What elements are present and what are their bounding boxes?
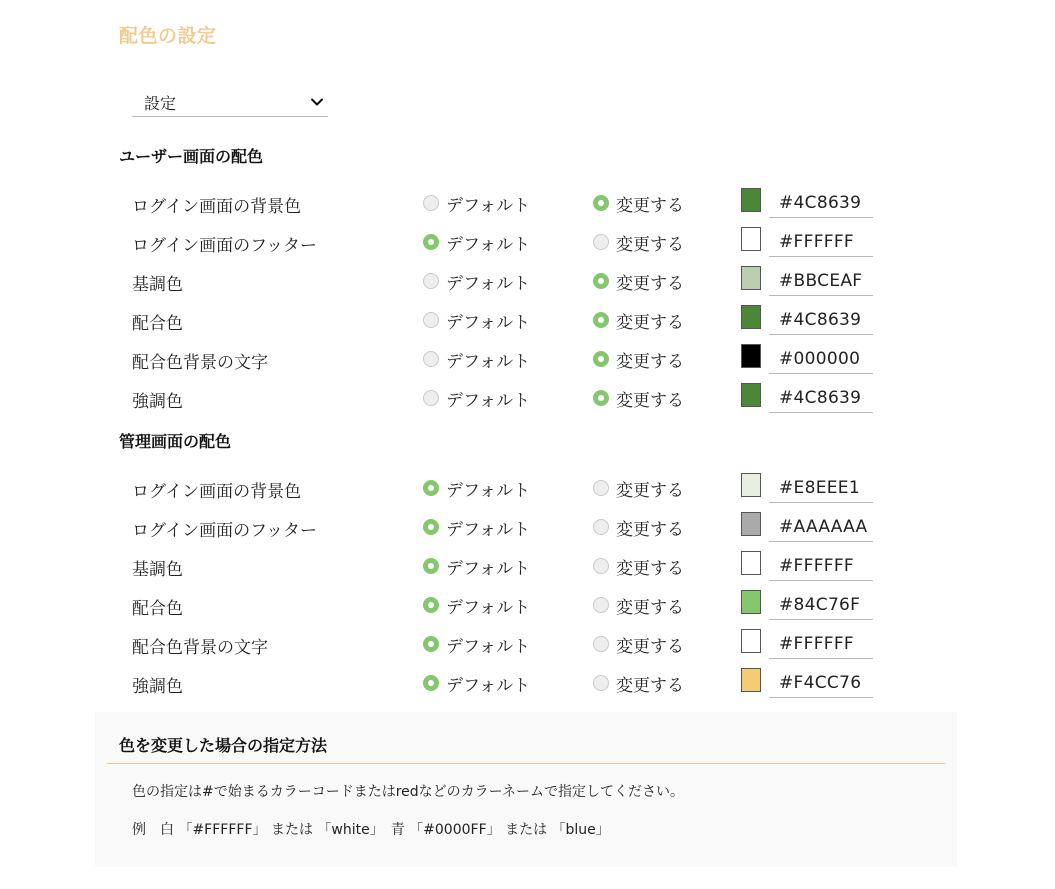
radio-default[interactable] (423, 190, 530, 216)
radio-change[interactable] (593, 553, 684, 579)
radio-circle (593, 195, 609, 211)
radio-default[interactable] (423, 385, 530, 411)
radio-default[interactable] (423, 229, 530, 255)
color-code-value: #4C8639 (779, 193, 862, 213)
color-code-value: #FFFFFF (779, 556, 855, 576)
radio-default-label: デフォルト (446, 273, 531, 294)
color-code-value: #F4CC76 (779, 673, 862, 693)
radio-change-label: 変更する (616, 312, 684, 333)
radio-change-label: 変更する (616, 480, 684, 501)
radio-default[interactable] (423, 475, 530, 501)
radio-circle (593, 519, 609, 535)
radio-change[interactable] (593, 631, 684, 657)
settings-select[interactable] (132, 87, 328, 117)
settings-select-value: 設定 (144, 94, 177, 113)
radio-circle (423, 312, 439, 328)
radio-change-label: 変更する (616, 351, 684, 372)
help-instruction: 色の指定は#で始まるカラーコードまたはredなどのカラーネームで指定してください。 (132, 784, 684, 800)
radio-default[interactable] (423, 307, 530, 333)
admin-section-heading: 管理画面の配色 (119, 432, 232, 451)
radio-change[interactable] (593, 385, 684, 411)
radio-change-label: 変更する (616, 597, 684, 618)
radio-circle (423, 675, 439, 691)
radio-default-label: デフォルト (446, 675, 531, 696)
radio-default-label: デフォルト (446, 234, 531, 255)
radio-default[interactable] (423, 514, 530, 540)
color-swatch[interactable] (741, 629, 761, 653)
radio-change-label: 変更する (616, 390, 684, 411)
radio-change-label: 変更する (616, 558, 684, 579)
color-swatch[interactable] (741, 473, 761, 497)
radio-circle (593, 390, 609, 406)
color-code-input[interactable] (769, 627, 873, 659)
help-box (95, 712, 957, 867)
color-setting-row (0, 547, 1055, 586)
color-code-value: #84C76F (779, 595, 861, 615)
radio-change[interactable] (593, 346, 684, 372)
color-code-input[interactable] (769, 186, 873, 218)
color-code-value: #FFFFFF (779, 232, 855, 252)
setting-label: 基調色 (132, 560, 183, 580)
color-swatch[interactable] (741, 551, 761, 575)
color-setting-row (0, 586, 1055, 625)
color-code-input[interactable] (769, 588, 873, 620)
radio-default[interactable] (423, 670, 530, 696)
radio-default[interactable] (423, 553, 530, 579)
color-code-input[interactable] (769, 303, 873, 335)
radio-change[interactable] (593, 307, 684, 333)
radio-circle (423, 351, 439, 367)
radio-change-label: 変更する (616, 195, 684, 216)
radio-default-label: デフォルト (446, 390, 531, 411)
radio-circle (593, 234, 609, 250)
color-code-input[interactable] (769, 549, 873, 581)
color-code-input[interactable] (769, 510, 873, 542)
radio-default[interactable] (423, 592, 530, 618)
color-setting-row (0, 223, 1055, 262)
color-setting-row (0, 508, 1055, 547)
user-section-heading: ユーザー画面の配色 (119, 147, 264, 166)
color-setting-row (0, 469, 1055, 508)
color-code-input[interactable] (769, 225, 873, 257)
radio-default-label: デフォルト (446, 480, 531, 501)
color-setting-row (0, 379, 1055, 418)
setting-label: ログイン画面の背景色 (132, 482, 302, 502)
radio-change-label: 変更する (616, 675, 684, 696)
radio-change-label: 変更する (616, 234, 684, 255)
color-code-value: #4C8639 (779, 388, 862, 408)
radio-default-label: デフォルト (446, 195, 531, 216)
color-code-value: #FFFFFF (779, 634, 855, 654)
page-title: 配色の設定 (119, 25, 217, 47)
radio-circle (593, 597, 609, 613)
color-code-value: #BBCEAF (779, 271, 863, 291)
color-code-input[interactable] (769, 381, 873, 413)
color-code-value: #E8EEE1 (779, 478, 860, 498)
radio-default-label: デフォルト (446, 597, 531, 618)
radio-circle (593, 675, 609, 691)
color-code-input[interactable] (769, 471, 873, 503)
setting-label: ログイン画面のフッター (132, 521, 317, 541)
color-code-input[interactable] (769, 342, 873, 374)
radio-circle (593, 312, 609, 328)
color-setting-row (0, 340, 1055, 379)
color-setting-row (0, 625, 1055, 664)
color-swatch[interactable] (741, 590, 761, 614)
setting-label: 配合色 (132, 314, 183, 334)
radio-default[interactable] (423, 346, 530, 372)
radio-circle (593, 480, 609, 496)
radio-circle (593, 636, 609, 652)
radio-change-label: 変更する (616, 519, 684, 540)
radio-circle (593, 558, 609, 574)
help-divider (107, 763, 945, 764)
radio-circle (423, 597, 439, 613)
radio-default-label: デフォルト (446, 558, 531, 579)
radio-circle (593, 351, 609, 367)
color-swatch[interactable] (741, 512, 761, 536)
color-swatch[interactable] (741, 344, 761, 368)
color-code-value: #4C8639 (779, 310, 862, 330)
radio-change[interactable] (593, 268, 684, 294)
color-code-value: #000000 (779, 349, 861, 369)
radio-default-label: デフォルト (446, 519, 531, 540)
radio-default[interactable] (423, 631, 530, 657)
help-title: 色を変更した場合の指定方法 (119, 736, 328, 755)
setting-label: ログイン画面のフッター (132, 236, 317, 256)
color-swatch[interactable] (741, 668, 761, 692)
setting-label: 配合色背景の文字 (132, 353, 268, 373)
radio-circle (593, 273, 609, 289)
color-setting-row (0, 262, 1055, 301)
radio-circle (423, 636, 439, 652)
radio-change[interactable] (593, 475, 684, 501)
radio-circle (423, 519, 439, 535)
radio-change[interactable] (593, 190, 684, 216)
radio-default-label: デフォルト (446, 312, 531, 333)
radio-circle (423, 480, 439, 496)
color-setting-row (0, 184, 1055, 223)
color-setting-row (0, 664, 1055, 703)
radio-change-label: 変更する (616, 636, 684, 657)
help-example: 例 白 「#FFFFFF」 または 「white」 青 「#0000FF」 または 「blue」 (132, 822, 610, 838)
radio-default[interactable] (423, 268, 530, 294)
color-swatch[interactable] (741, 188, 761, 212)
radio-circle (423, 195, 439, 211)
radio-change-label: 変更する (616, 273, 684, 294)
color-swatch[interactable] (741, 266, 761, 290)
setting-label: 配合色 (132, 599, 183, 619)
color-swatch[interactable] (741, 305, 761, 329)
radio-circle (423, 558, 439, 574)
radio-change[interactable] (593, 670, 684, 696)
setting-label: 基調色 (132, 275, 183, 295)
setting-label: 強調色 (132, 677, 183, 697)
setting-label: ログイン画面の背景色 (132, 197, 302, 217)
radio-circle (423, 234, 439, 250)
radio-change[interactable] (593, 229, 684, 255)
chevron-down-icon (310, 95, 324, 109)
color-setting-row (0, 301, 1055, 340)
color-code-value: #AAAAAA (779, 517, 868, 537)
color-code-input[interactable] (769, 264, 873, 296)
color-swatch[interactable] (741, 383, 761, 407)
color-swatch[interactable] (741, 227, 761, 251)
color-code-input[interactable] (769, 666, 873, 698)
setting-label: 強調色 (132, 392, 183, 412)
radio-change[interactable] (593, 514, 684, 540)
radio-default-label: デフォルト (446, 636, 531, 657)
radio-default-label: デフォルト (446, 351, 531, 372)
radio-circle (423, 390, 439, 406)
radio-change[interactable] (593, 592, 684, 618)
radio-circle (423, 273, 439, 289)
setting-label: 配合色背景の文字 (132, 638, 268, 658)
